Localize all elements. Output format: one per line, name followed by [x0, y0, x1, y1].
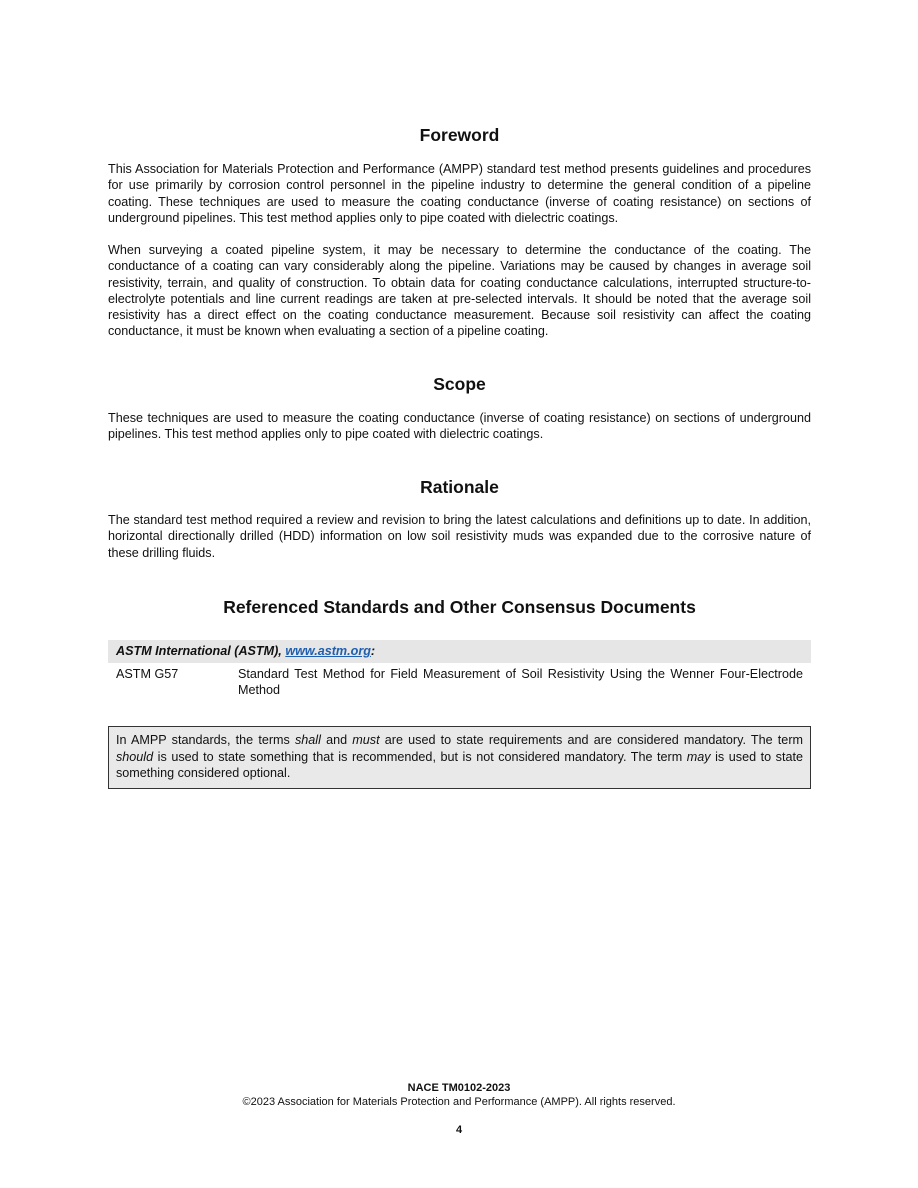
note-term-should: should	[116, 749, 154, 764]
foreword-heading: Foreword	[419, 125, 500, 145]
note-text: In AMPP standards, the terms	[116, 733, 295, 747]
org-suffix: :	[370, 644, 376, 658]
footer-copyright: ©2023 Association for Materials Protection and Performance (AMPP). All rights reserved.	[242, 1096, 676, 1108]
reference-row	[108, 663, 811, 699]
astm-link[interactable]: www.astm.org	[285, 644, 371, 658]
reference-title: Standard Test Method for Field Measurement of Soil Resistivity Using the Wenner Four-Electrode Method	[238, 667, 803, 698]
note-term-shall: shall	[295, 733, 321, 747]
references-heading: Referenced Standards and Other Consensus Documents	[223, 597, 696, 617]
note-text: is used to state something that is recommended, but is not considered mandatory. The term	[153, 749, 687, 764]
terminology-note	[108, 726, 811, 789]
org-label: ASTM International (ASTM),	[116, 644, 286, 658]
note-term-must: must	[352, 733, 380, 747]
reference-id: ASTM G57	[116, 667, 179, 681]
scope-paragraph: These techniques are used to measure the coating conductance (inverse of coating resistance) on sections of underground pipelines. This test method applies only to pipe coated with dielectric coatings.	[108, 411, 811, 442]
scope-heading: Scope	[433, 374, 486, 394]
rationale-heading: Rationale	[420, 477, 499, 497]
references-org-header	[108, 640, 811, 663]
note-term-may: may	[686, 749, 711, 764]
page-number: 4	[455, 1124, 463, 1136]
note-text: is used to state something considered optional.	[116, 749, 803, 780]
rationale-paragraph: The standard test method required a review and revision to bring the latest calculations and definitions up to date. In addition, horizontal directionally drilled (HDD) information on low soil resistivity muds was expanded due to the corrosive nature of these drilling fluids.	[108, 513, 811, 560]
note-text: are used to state requirements and are considered mandatory. The term	[379, 733, 803, 747]
foreword-paragraph-2: When surveying a coated pipeline system, it may be necessary to determine the conductance of the coating. The conductance of a coating can vary considerably along the pipeline. Variations may be caused by changes in average soil resistivity, terrain, and quality of construction. To obtain data for coating conductance calculations, interrupted structure-to-electrolyte potentials and line current readings are taken at pre-selected intervals. It should be noted that the average soil resistivity has a direct effect on the coating conductance measurement. Because soil resistivity can affect the coating conductance, it must be known when evaluating a section of a pipeline coating.	[108, 243, 811, 339]
footer-document-id: NACE TM0102-2023	[407, 1082, 511, 1094]
note-text: and	[320, 733, 353, 747]
foreword-paragraph-1: This Association for Materials Protection and Performance (AMPP) standard test method presents guidelines and procedures for use primarily by corrosion control personnel in the pipeline industry to determine the general condition of a pipeline coating. These techniques are used to measure the coating conductance (inverse of coating resistance) on sections of underground pipelines. This test method applies only to pipe coated with dielectric coatings.	[108, 162, 811, 225]
references-table	[108, 640, 811, 699]
